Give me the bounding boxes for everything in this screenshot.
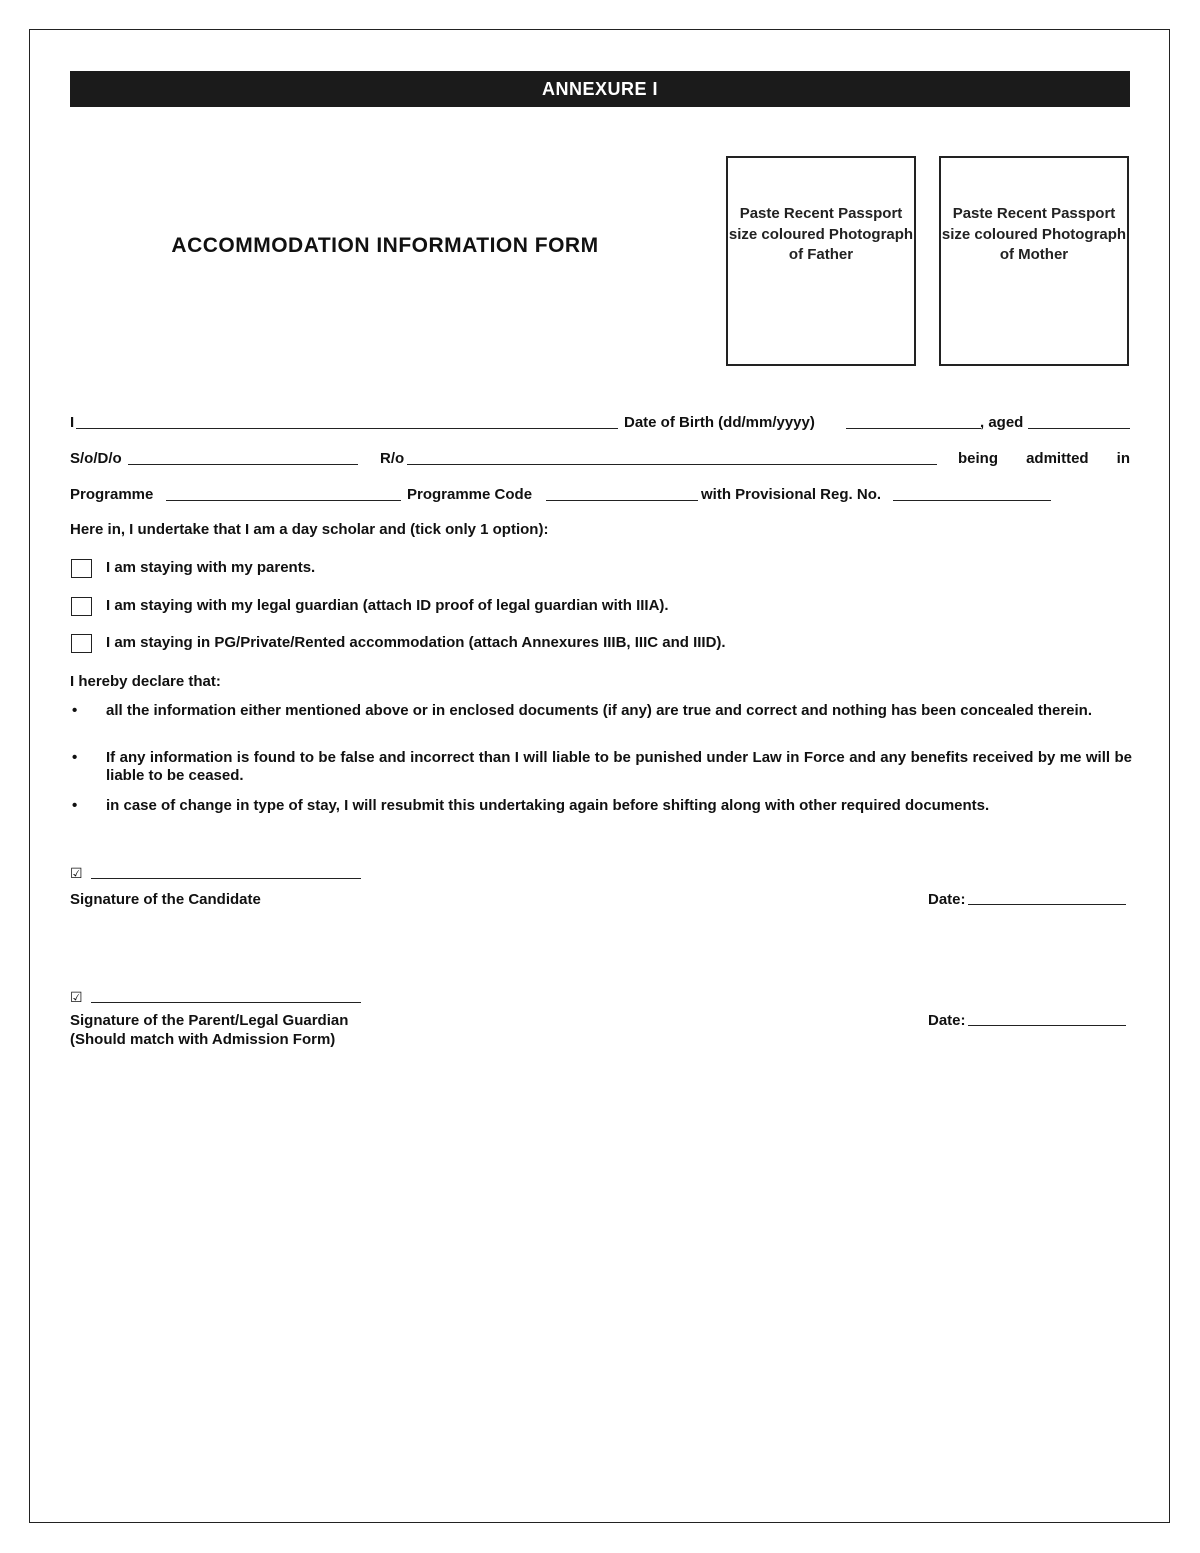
programme-label: Programme	[70, 486, 154, 503]
candidate-signature-label: Signature of the Candidate	[70, 891, 261, 908]
declaration-item: all the information either mentioned above or in enclosed documents (if any) are true and correct and nothing has been concealed therein.	[106, 702, 1093, 719]
bullet-2: •	[72, 749, 78, 766]
parent-signature-note: (Should match with Admission Form)	[70, 1031, 336, 1048]
declaration-item: If any information is found to be false and incorrect than I will liable to be punished under Law in Force and any benefits received by me will be liable to be ceased.	[106, 749, 1132, 784]
declaration-heading: I hereby declare that:	[70, 673, 221, 690]
checkmark-icon: ☑	[70, 989, 83, 1005]
name-label: I	[70, 414, 75, 431]
admitted-label: being admitted in	[958, 450, 1130, 467]
residence-label: R/o	[380, 450, 405, 467]
parent-date-field[interactable]	[968, 1025, 1126, 1026]
dob-label: Date of Birth (dd/mm/yyyy)	[624, 414, 815, 431]
option-guardian-checkbox[interactable]	[71, 597, 92, 616]
programme-code-field[interactable]	[546, 500, 698, 501]
option-parents-label: I am staying with my parents.	[106, 559, 316, 576]
parent-signature-label: Signature of the Parent/Legal Guardian	[70, 1012, 349, 1029]
relation-label: S/o/D/o	[70, 450, 122, 467]
bullet-1: •	[72, 702, 78, 719]
checkmark-icon: ☑	[70, 865, 83, 881]
age-field[interactable]	[1028, 428, 1130, 429]
option-pg-label: I am staying in PG/Private/Rented accommodation (attach Annexures IIIB, IIIC and IIID).	[106, 634, 726, 651]
residence-field[interactable]	[407, 464, 937, 465]
candidate-signature-field[interactable]	[91, 878, 361, 879]
option-parents-checkbox[interactable]	[71, 559, 92, 578]
reg-no-field[interactable]	[893, 500, 1051, 501]
father-photo-box[interactable]	[726, 156, 916, 366]
dob-field[interactable]	[846, 428, 981, 429]
declaration-item: in case of change in type of stay, I will resubmit this undertaking again before shifting along with other required documents.	[106, 797, 990, 814]
candidate-date-field[interactable]	[968, 904, 1126, 905]
candidate-date-label: Date:	[928, 891, 966, 908]
programme-field[interactable]	[166, 500, 401, 501]
reg-no-label: with Provisional Reg. No.	[701, 486, 882, 503]
programme-code-label: Programme Code	[407, 486, 533, 503]
parent-signature-field[interactable]	[91, 1002, 361, 1003]
mother-photo-instructions: Paste Recent Passport size coloured Photograph of Mother	[941, 205, 1127, 263]
option-pg-checkbox[interactable]	[71, 634, 92, 653]
father-photo-instructions: Paste Recent Passport size coloured Photograph of Father	[728, 205, 914, 263]
form-title: ACCOMMODATION INFORMATION FORM	[171, 234, 599, 257]
option-guardian-label: I am staying with my legal guardian (attach ID proof of legal guardian with IIIA).	[106, 597, 669, 614]
mother-photo-box[interactable]	[939, 156, 1129, 366]
parent-date-label: Date:	[928, 1012, 966, 1029]
name-field[interactable]	[76, 428, 618, 429]
relation-field[interactable]	[128, 464, 358, 465]
annexure-banner: ANNEXURE I	[70, 71, 1130, 107]
aged-label: , aged	[980, 414, 1024, 431]
bullet-3: •	[72, 797, 78, 814]
undertaking-intro: Here in, I undertake that I am a day scholar and (tick only 1 option):	[70, 521, 549, 538]
